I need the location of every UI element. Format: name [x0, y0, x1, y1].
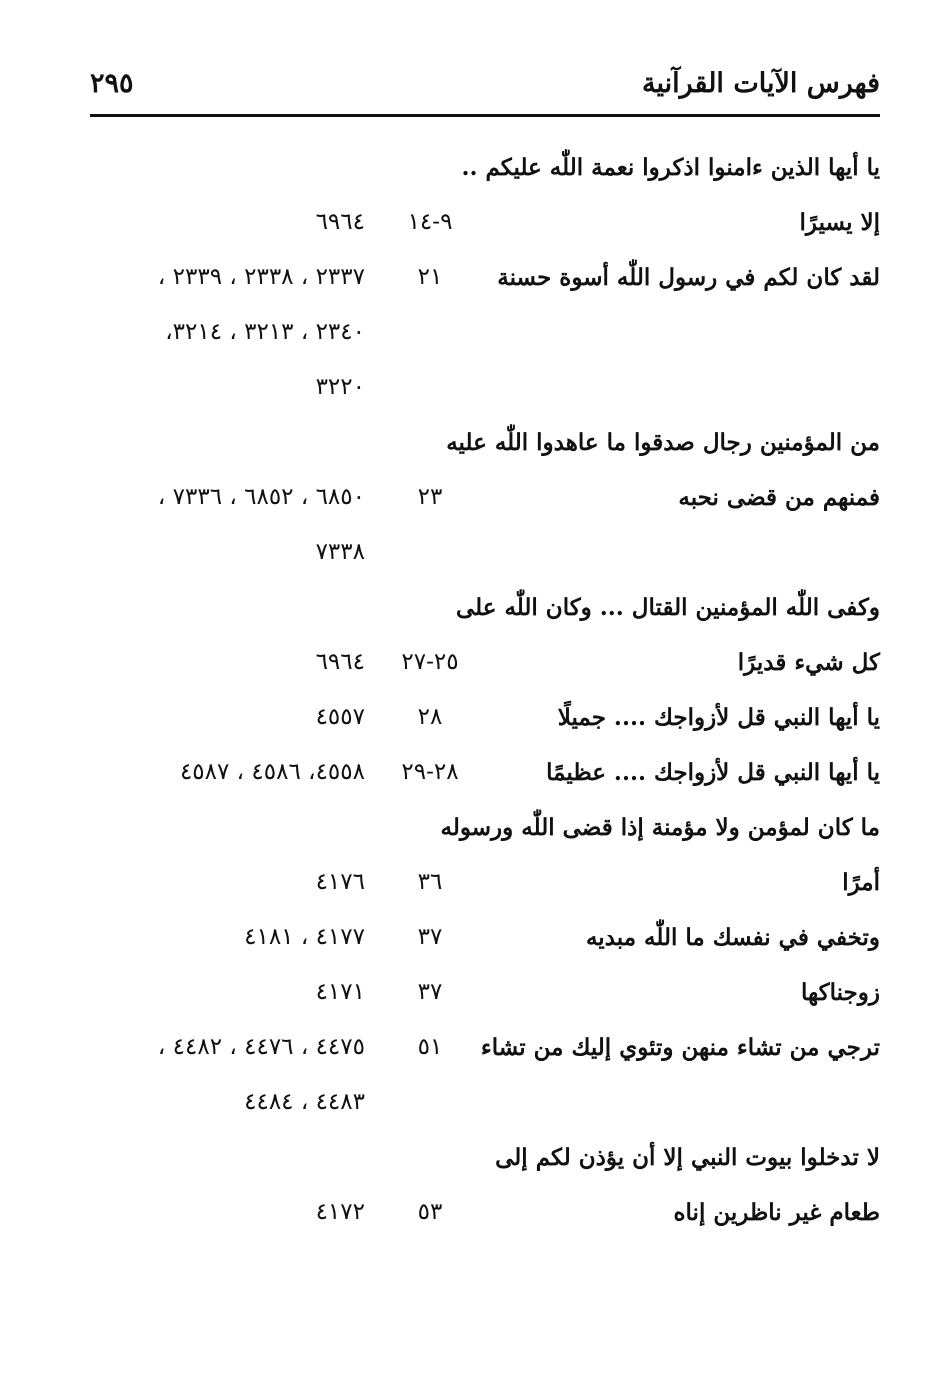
verse-number: ٢٨	[417, 704, 443, 730]
page-title: فهرس الآيات القرآنية	[642, 68, 880, 99]
index-row	[90, 635, 880, 690]
verse-text: لا تدخلوا بيوت النبي إلا أن يؤذن لكم إلى	[495, 1144, 880, 1171]
verse-text: طعام غير ناظرين إناه	[673, 1199, 880, 1226]
verse-text: وتخفي في نفسك ما اللّٰه مبديه	[585, 924, 880, 951]
hadith-refs: ٦٨٥٠ ، ٦٨٥٢ ، ٧٣٣٦ ،	[157, 484, 365, 510]
index-row	[90, 1130, 880, 1185]
index-row	[90, 800, 880, 855]
index-row	[90, 580, 880, 635]
verse-text: وكفى اللّٰه المؤمنين القتال ... وكان اللّٰه على	[455, 594, 880, 621]
hadith-refs: ٦٩٦٤	[315, 649, 365, 675]
verse-text: زوجناكها	[801, 979, 880, 1006]
page-header	[90, 62, 880, 117]
hadith-refs: ٤٥٥٨، ٤٥٨٦ ، ٤٥٨٧	[179, 759, 365, 785]
verse-number: ٣٧	[417, 924, 443, 950]
hadith-refs: ٧٣٣٨	[315, 539, 365, 565]
index-table	[90, 140, 880, 1240]
index-row	[90, 745, 880, 800]
verse-text: فمنهم من قضى نحبه	[678, 484, 880, 511]
index-row	[90, 305, 880, 360]
verse-number: ٩-١٤	[407, 209, 453, 235]
index-row	[90, 525, 880, 580]
verse-text: من المؤمنين رجال صدقوا ما عاهدوا اللّٰه عليه	[446, 429, 880, 456]
hadith-refs: ٢٣٣٧ ، ٢٣٣٨ ، ٢٣٣٩ ،	[157, 264, 365, 290]
hadith-refs: ٢٣٤٠ ، ٣٢١٣ ، ٣٢١٤،	[165, 319, 365, 345]
index-row	[90, 195, 880, 250]
hadith-refs: ٤١٧٧ ، ٤١٨١	[244, 924, 365, 950]
index-row	[90, 910, 880, 965]
verse-text: لقد كان لكم في رسول اللّٰه أسوة حسنة	[497, 264, 880, 291]
verse-number: ٥١	[417, 1034, 443, 1060]
verse-number: ٢٥-٢٧	[401, 649, 459, 675]
page-number: ٢٩٥	[90, 68, 134, 99]
verse-text: يا أيها النبي قل لأزواجك .... عظيمًا	[546, 759, 880, 786]
index-row	[90, 360, 880, 415]
index-row	[90, 140, 880, 195]
index-row	[90, 250, 880, 305]
verse-number: ٣٧	[417, 979, 443, 1005]
verse-text: إلا يسيرًا	[799, 209, 880, 236]
hadith-refs: ٤٤٧٥ ، ٤٤٧٦ ، ٤٤٨٢ ،	[157, 1034, 365, 1060]
index-row	[90, 1020, 880, 1075]
verse-number: ٢١	[417, 264, 443, 290]
verse-text: كل شيء قديرًا	[737, 649, 880, 676]
index-row	[90, 855, 880, 910]
hadith-refs: ٤١٧١	[315, 979, 365, 1005]
verse-number: ٣٦	[417, 869, 443, 895]
hadith-refs: ٤٤٨٣ ، ٤٤٨٤	[244, 1089, 365, 1115]
hadith-refs: ٣٢٢٠	[315, 374, 365, 400]
verse-number: ٢٣	[417, 484, 443, 510]
hadith-refs: ٤١٧٢	[315, 1199, 365, 1225]
index-row	[90, 415, 880, 470]
hadith-refs: ٤٥٥٧	[315, 704, 365, 730]
index-row	[90, 1075, 880, 1130]
index-row	[90, 1185, 880, 1240]
verse-text: يا أيها الذين ءامنوا اذكروا نعمة اللّٰه عليكم ..	[461, 154, 880, 181]
hadith-refs: ٤١٧٦	[315, 869, 365, 895]
hadith-refs: ٦٩٦٤	[315, 209, 365, 235]
verse-number: ٥٣	[417, 1199, 443, 1225]
index-row	[90, 470, 880, 525]
index-row	[90, 965, 880, 1020]
verse-text: ترجي من تشاء منهن وتئوي إليك من تشاء	[480, 1034, 880, 1061]
index-row	[90, 690, 880, 745]
verse-number: ٢٨-٢٩	[401, 759, 459, 785]
verse-text: ما كان لمؤمن ولا مؤمنة إذا قضى اللّٰه ورسوله	[440, 814, 880, 841]
verse-text: أمرًا	[842, 869, 880, 896]
verse-text: يا أيها النبي قل لأزواجك .... جميلًا	[557, 704, 880, 731]
